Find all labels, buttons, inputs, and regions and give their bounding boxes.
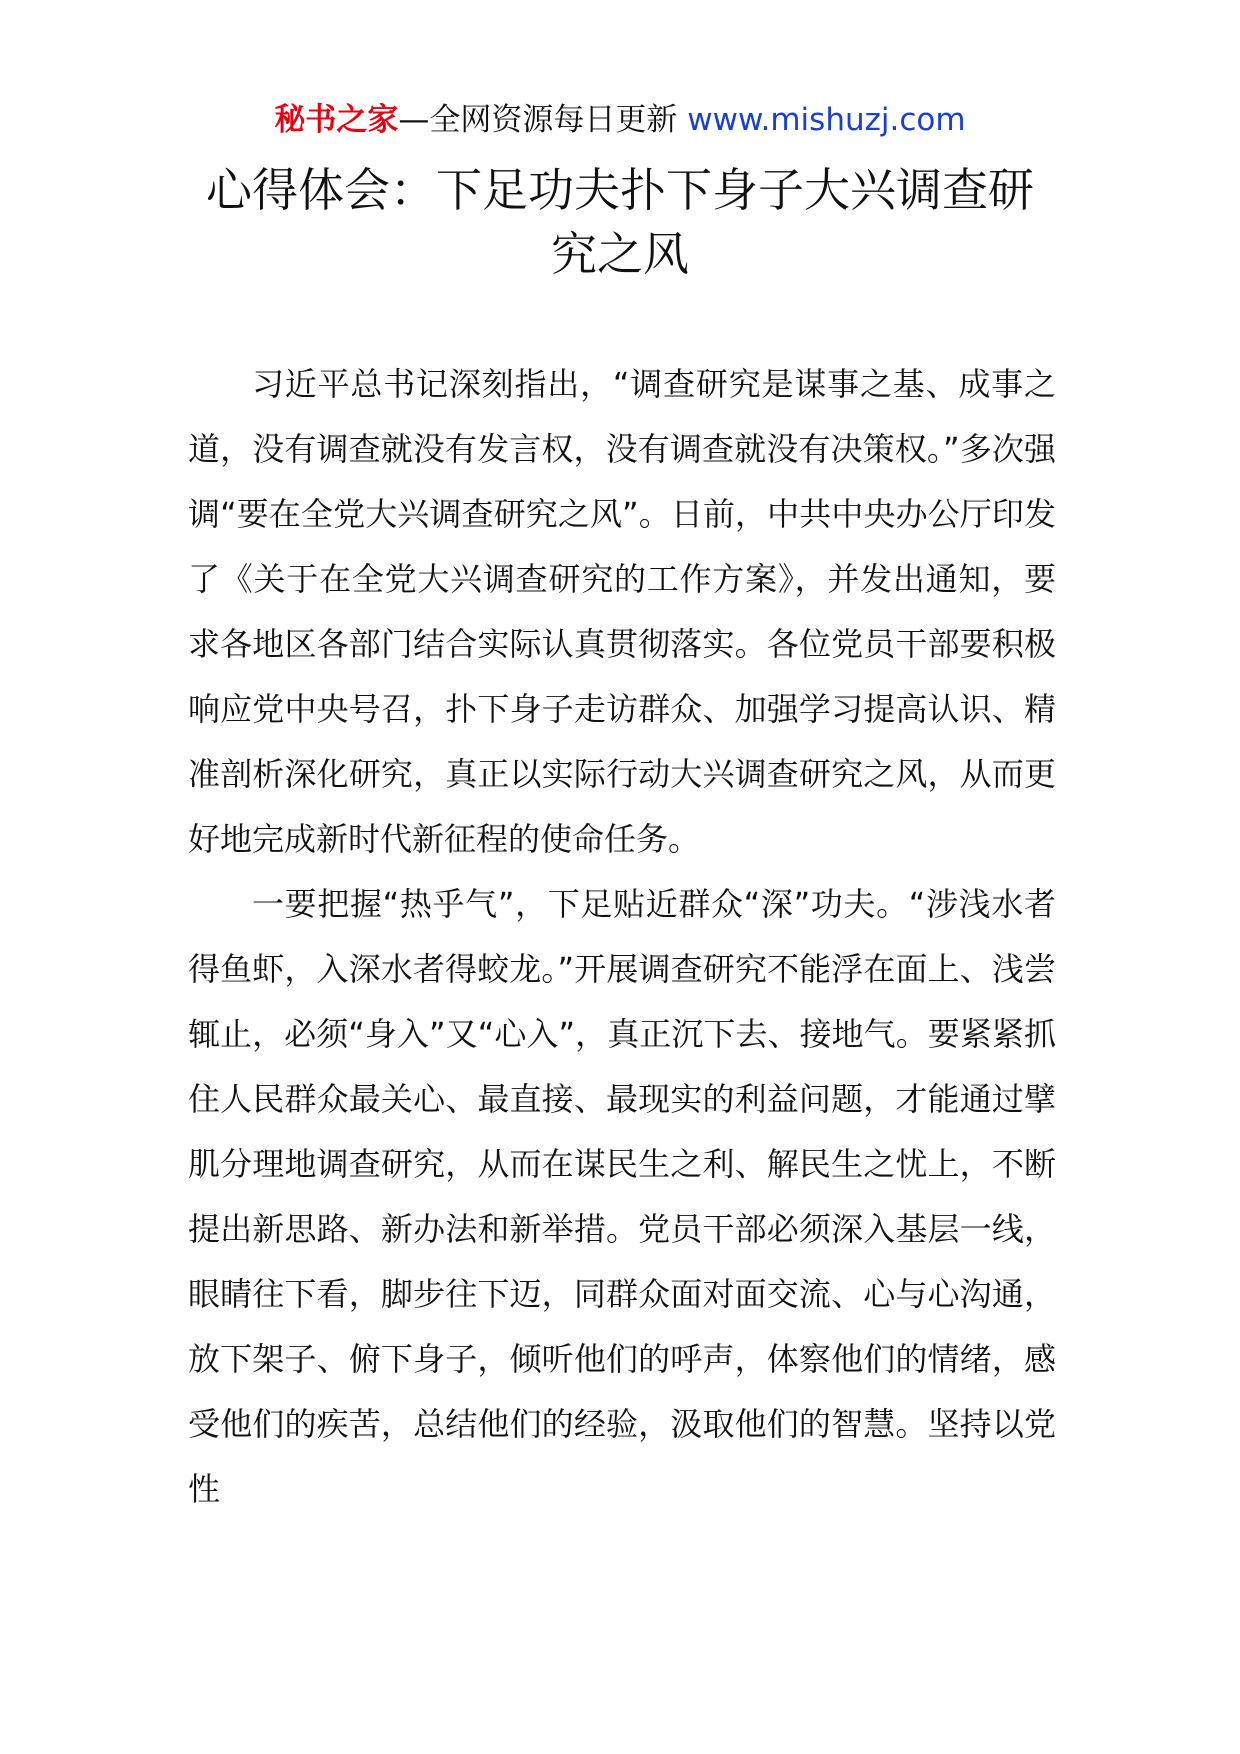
document-body — [188, 352, 1056, 1522]
site-tagline: —全网资源每日更新 — [398, 102, 678, 138]
document-title-line-1: 心得体会：下足功夫扑下身子大兴调查研 — [206, 163, 1034, 217]
paragraph-intro: 习近平总书记深刻指出，“调查研究是谋事之基、成事之道，没有调查就没有发言权，没有调查就没有决策权。”多次强调“要在全党大兴调查研究之风”。日前，中共中央办公厅印发了《关于在全党大兴调查研究的工作方案》，并发出通知，要求各地区各部门结合实际认真贯彻落实。各位党员干部要积极响应党中央号召，扑下身子走访群众、加强学习提高认识、精准剖析深化研究，真正以实际行动大兴调查研究之风，从而更好地完成新时代新征程的使命任务。 — [188, 365, 1056, 858]
site-brand: 秘书之家 — [274, 102, 399, 138]
paragraph-point-one: 一要把握“热乎气”，下足贴近群众“深”功夫。“涉浅水者得鱼虾，入深水者得蛟龙。”开展调查研究不能浮在面上、浅尝辄止，必须“身入”又“心入”，真正沉下去、接地气。要紧紧抓住人民群众最关心、最直接、最现实的利益问题，才能通过擘肌分理地调查研究，从而在谋民生之利、解民生之忧上，不断提出新思路、新办法和新举措。党员干部必须深入基层一线，眼睛往下看，脚步往下迈，同群众面对面交流、心与心沟通，放下架子、俯下身子，倾听他们的呼声，体察他们的情绪，感受他们的疾苦，总结他们的经验，汲取他们的智慧。坚持以党性 — [188, 885, 1056, 1508]
document-title — [150, 158, 1090, 286]
site-header — [0, 100, 1240, 140]
document-title-line-2: 究之风 — [551, 227, 689, 281]
site-url-link[interactable]: www.mishuzj.com — [687, 102, 966, 138]
